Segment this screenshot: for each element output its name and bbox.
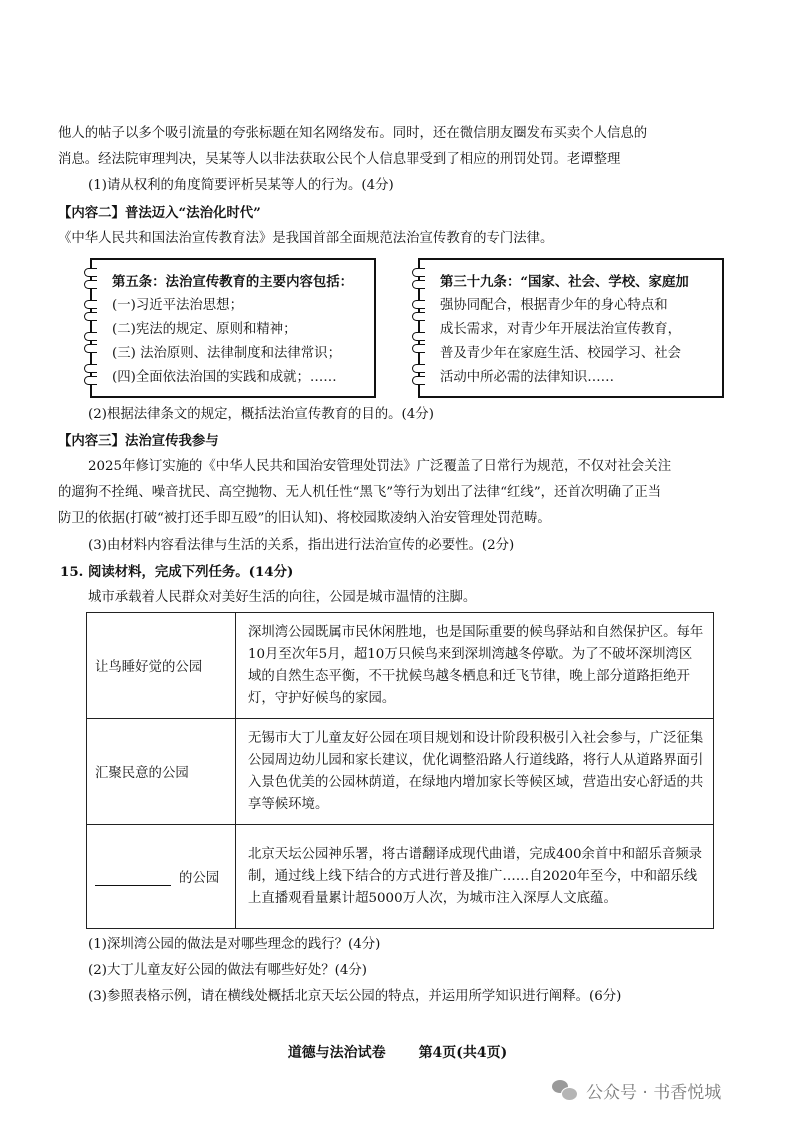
table-row	[87, 613, 714, 719]
article-39-line: 成长需求，对青少年开展法治宣传教育，	[440, 322, 682, 337]
sub-question: (3)参照表格示例，请在横线处概括北京天坛公园的特点，并运用所学知识进行阐释。(6分)	[88, 989, 622, 1004]
park-name: 汇聚民意的公园	[87, 719, 236, 825]
content3-line: 的遛狗不拴绳、噪音扰民、高空抛物、无人机任性“黑飞”等行为划出了法律“红线”，还首次明确了正当	[58, 485, 662, 500]
question-2: (2)根据法律条文的规定，概括法治宣传教育的目的。(4分)	[88, 407, 434, 422]
park-name: 的公园	[179, 871, 220, 886]
article-5-line: (四)全面依法治国的实践和成就；……	[112, 370, 337, 385]
footer-subject: 道德与法治试卷	[287, 1045, 386, 1061]
park-description: 无锡市大丁儿童友好公园在项目规划和设计阶段积极引入社会参与，广泛征集公园周边幼儿园和家长建议，优化调整沿路人行道线路，将行人从道路界面引入景色优美的公园林荫道，在绿地内增加家长等候区域，营造出安心舒适的共享等候环境。	[236, 719, 714, 825]
law-article-39-box	[418, 258, 724, 398]
article-5-line: (二)宪法的规定、原则和精神；	[112, 322, 297, 337]
article-39-line: 第三十九条：“国家、社会、学校、家庭加	[440, 274, 689, 290]
sub-question: (1)深圳湾公园的做法是对哪些理念的践行？(4分)	[88, 937, 381, 952]
article-5-line: (一)习近平法治思想；	[112, 298, 243, 313]
table-row	[87, 825, 714, 929]
sub-question: (2)大丁儿童友好公园的做法有哪些好处？(4分)	[88, 963, 367, 978]
watermark-text: 公众号 · 书香悦城	[586, 1083, 722, 1103]
answer-blank[interactable]	[95, 871, 171, 886]
page-footer	[0, 1042, 795, 1062]
park-description: 北京天坛公园神乐署，将古谱翻译成现代曲谱，完成400余首中和韶乐音频录制，通过线上线下结合的方式进行普及推广……自2020年至今，中和韶乐线上直播观看量累计超5000万人次，为城市注入深厚人文底蕴。	[236, 825, 714, 929]
wechat-icon	[552, 1080, 578, 1102]
content3-heading: 【内容三】法治宣传我参与	[58, 433, 219, 449]
article-39-line: 强协同配合，根据青少年的身心特点和	[440, 298, 668, 313]
article-39-line: 普及青少年在家庭生活、校园学习、社会	[440, 346, 682, 361]
binder-rings	[412, 266, 426, 390]
question-15-title: 15. 阅读材料，完成下列任务。(14分)	[60, 564, 294, 580]
footer-page-number: 第4页(共4页)	[418, 1045, 508, 1061]
article-39-line: 活动中所必需的法律知识……	[440, 370, 615, 385]
article-5-line: (三) 法治原则、法律制度和法律常识；	[112, 346, 341, 361]
content3-line: 2025年修订实施的《中华人民共和国治安管理处罚法》广泛覆盖了日常行为规范，不仅对社会关注	[88, 459, 672, 474]
law-article-5-box	[90, 258, 376, 398]
parks-table	[86, 612, 714, 929]
intro-line-2: 消息。经法院审理判决，吴某等人以非法获取公民个人信息罪受到了相应的刑罚处罚。老谭整理	[58, 152, 621, 167]
content2-intro: 《中华人民共和国法治宣传教育法》是我国首部全面规范法治宣传教育的专门法律。	[58, 231, 554, 246]
question-15-intro: 城市承载着人民群众对美好生活的向往，公园是城市温情的注脚。	[88, 590, 477, 605]
content3-line: 防卫的依据(打破“被打还手即互殴”的旧认知)、将校园欺凌纳入治安管理处罚范畴。	[58, 511, 551, 526]
question-3: (3)由材料内容看法律与生活的关系，指出进行法治宣传的必要性。(2分)	[88, 538, 515, 553]
question-1: (1)请从权利的角度简要评析吴某等人的行为。(4分)	[88, 178, 394, 193]
park-name: 让鸟睡好觉的公园	[87, 613, 236, 719]
park-description: 深圳湾公园既属市民休闲胜地，也是国际重要的候鸟驿站和自然保护区。每年10月至次年5月，超10万只候鸟来到深圳湾越冬停歇。为了不破坏深圳湾区域的自然生态平衡，不干扰候鸟越冬栖息和迁飞节律，晚上部分道路拒绝开灯，守护好候鸟的家园。	[236, 613, 714, 719]
binder-rings	[84, 266, 98, 390]
park-name-blank-cell	[87, 825, 236, 929]
intro-line-1: 他人的帖子以多个吸引流量的夸张标题在知名网络发布。同时，还在微信朋友圈发布买卖个人信息的	[58, 126, 648, 141]
article-5-line: 第五条：法治宣传教育的主要内容包括：	[112, 274, 354, 290]
table-row	[87, 719, 714, 825]
watermark	[552, 1078, 721, 1103]
content2-heading: 【内容二】普法迈入“法治化时代”	[58, 205, 261, 221]
